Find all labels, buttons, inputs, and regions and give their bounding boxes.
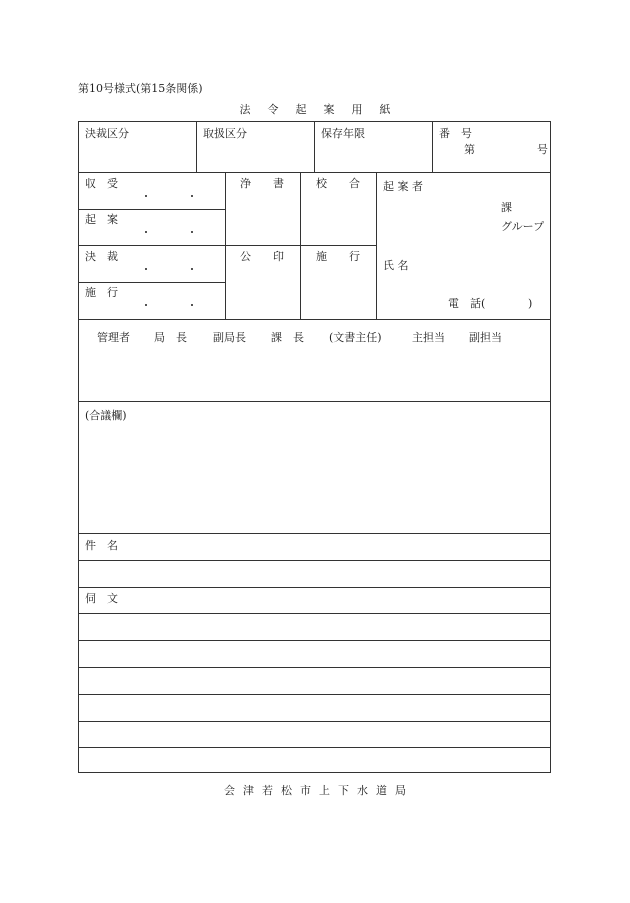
rule-header-bottom [79,172,550,173]
approver-section-chief: 課 長 [271,331,304,344]
rule-inquiry-label-bottom [79,613,550,614]
rule-line-4 [79,721,550,722]
vrule-dates [225,172,226,319]
received-date-dots: ・ ・ [140,190,198,203]
rule-line-5 [79,747,550,748]
rule-subject-body-bottom [79,587,550,588]
handling-class-label: 取扱区分 [203,127,247,140]
rule-line-3 [79,694,550,695]
vrule-stamps-mid [300,172,301,319]
rule-approvers-bottom [79,401,550,402]
rule-received-bottom [79,209,225,210]
enforcement-stamp-label: 施 行 [316,250,360,263]
group-label: グループ [501,220,545,233]
retention-period-label: 保存年限 [321,127,365,140]
rule-consultation-bottom [79,533,550,534]
enforced-label: 施 行 [85,286,118,299]
decision-class-label: 決裁区分 [85,127,129,140]
approver-deputy-chief: 副局長 [213,331,246,344]
number-prefix: 第 [464,143,475,156]
drafted-date-dots: ・ ・ [140,226,198,239]
phone-label: 電 話( [448,297,486,310]
consultation-label: (合議欄) [85,409,127,422]
subject-label: 件 名 [85,539,118,552]
rule-drafted-bottom [79,245,376,246]
phone-close: ) [528,297,533,310]
document-title: 法令起案用紙 [239,103,408,116]
inquiry-label: 伺 文 [85,592,118,605]
rule-decided-bottom [79,282,225,283]
enforced-date-dots: ・ ・ [140,299,198,312]
footer-organization: 会津若松市上下水道局 [224,784,414,797]
vrule-stamps-right [376,172,377,319]
rule-subject-label-bottom [79,560,550,561]
form-number-label: 第10号様式(第15条関係) [78,82,203,95]
decided-label: 決 裁 [85,250,118,263]
approver-manager: 管理者 [97,331,130,344]
proofread-label: 校 合 [316,177,360,190]
vrule-header-3 [432,122,433,172]
official-seal-label: 公 印 [240,250,284,263]
approver-document-officer: (文書主任) [329,331,382,344]
received-label: 収 受 [85,177,118,190]
decided-date-dots: ・ ・ [140,263,198,276]
approver-bureau-chief: 局 長 [154,331,187,344]
drafter-label: 起 案 者 [383,180,423,193]
form-frame [78,121,551,773]
approver-sub-lead: 副担当 [469,331,502,344]
rule-info-bottom [79,319,550,320]
rule-line-1 [79,640,550,641]
section-label: 課 [501,201,512,214]
clean-copy-label: 浄 書 [240,177,284,190]
number-suffix: 号 [537,143,548,156]
rule-line-2 [79,667,550,668]
drafted-label: 起 案 [85,213,118,226]
vrule-header-2 [314,122,315,172]
approver-lead: 主担当 [412,331,445,344]
vrule-header-1 [196,122,197,172]
number-label: 番 号 [439,127,472,140]
name-label: 氏 名 [383,259,409,272]
